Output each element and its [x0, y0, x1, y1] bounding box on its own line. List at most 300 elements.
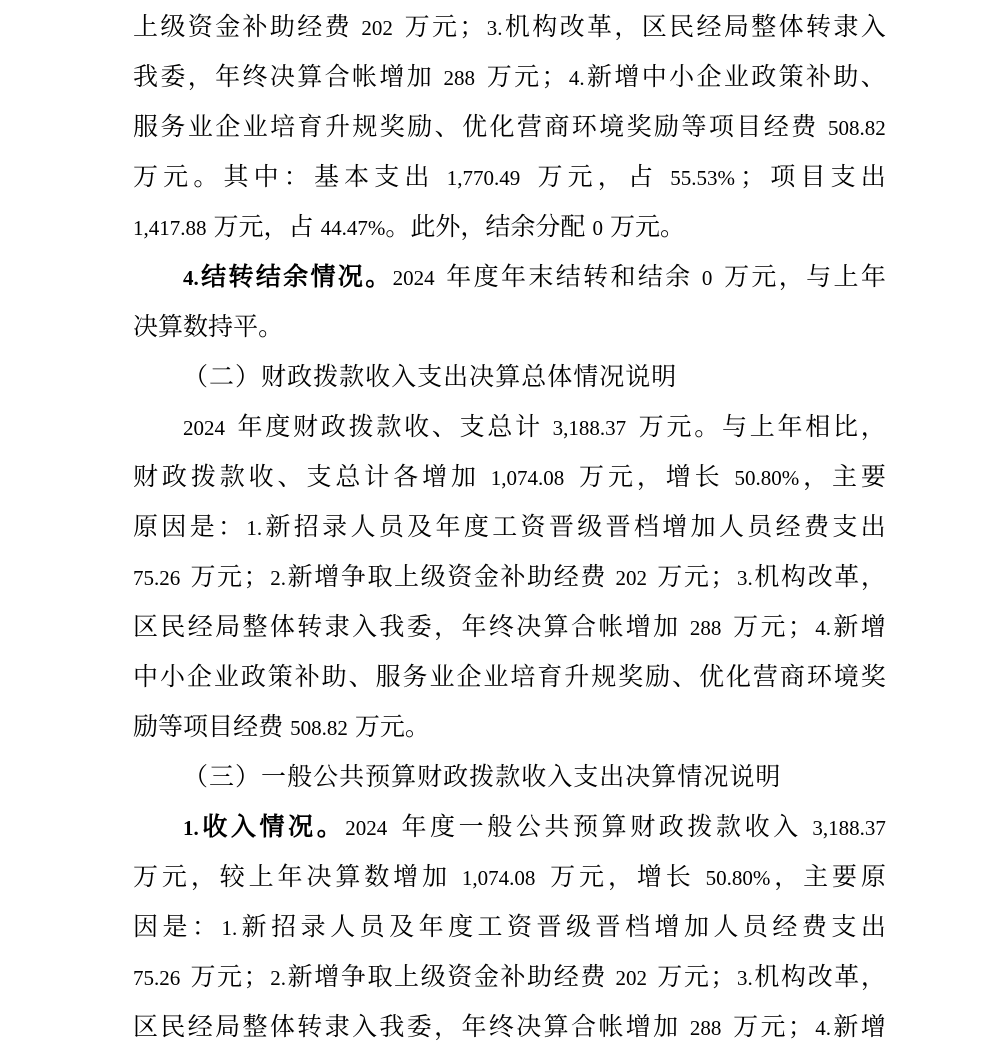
text-token: 资: [447, 964, 473, 991]
text-token: 入: [352, 614, 378, 641]
text-token: 体: [778, 14, 804, 41]
text-token: 计: [515, 414, 541, 441]
text-token: 末: [528, 264, 554, 291]
text-token: 结: [201, 264, 227, 291]
text-token: 情: [259, 814, 285, 841]
text-token: 民: [160, 614, 186, 641]
text-token: 上: [133, 14, 159, 41]
text-token: 主: [803, 864, 829, 891]
text-token: 中: [133, 664, 159, 691]
text-token: 上: [248, 864, 274, 891]
text-token: 预: [573, 814, 599, 841]
text-token: 档: [633, 514, 659, 541]
text-token: 比: [833, 414, 859, 441]
text-token: 占: [288, 214, 314, 241]
text-token: 委: [406, 614, 432, 641]
text-token: 持: [208, 314, 234, 341]
text-token: 收: [404, 414, 430, 441]
text-token: 企: [456, 664, 482, 691]
text-token: 经: [775, 514, 801, 541]
text-token: 及: [389, 914, 415, 941]
text-token: 局: [215, 1014, 241, 1041]
text-token: 决: [133, 314, 159, 341]
text-token: 。: [404, 714, 430, 741]
text-token: 决: [516, 1014, 542, 1041]
text-token: 新: [833, 614, 859, 641]
text-token: 业: [483, 664, 509, 691]
text-token: 。: [316, 814, 342, 841]
text-token: 长: [665, 864, 691, 891]
text-token: ，: [860, 564, 886, 591]
text-token: 员: [359, 914, 385, 941]
text-token: 年: [777, 414, 803, 441]
text-token: 培: [510, 664, 536, 691]
text-token: 合: [324, 64, 350, 91]
text-token: 支: [831, 914, 857, 941]
text-line: [133, 253, 886, 303]
text-token: 万: [133, 864, 159, 891]
text-token: 助: [321, 664, 347, 691]
text-token: 出: [860, 514, 886, 541]
text-token: ，: [774, 864, 800, 891]
text-token: 50.80%: [734, 466, 800, 490]
text-token: 支: [306, 464, 332, 491]
text-token: 与: [721, 414, 747, 441]
text-token: 人: [718, 514, 744, 541]
text-token: 目: [800, 164, 826, 191]
text-token: 增: [860, 614, 886, 641]
text-token: 加: [690, 514, 716, 541]
text-token: 革: [834, 564, 860, 591]
text-token: 增: [654, 914, 680, 941]
text-token: 公: [515, 814, 541, 841]
text-token: ，: [187, 64, 213, 91]
text-token: 转: [297, 614, 323, 641]
text-token: 加: [653, 1014, 679, 1041]
text-token: 支: [417, 364, 444, 391]
text-line: [133, 203, 886, 253]
text-token: 奖: [379, 114, 405, 141]
text-token: 人: [330, 914, 356, 941]
text-token: ，: [614, 14, 640, 41]
text-token: 入: [773, 814, 799, 841]
text-token: 经: [187, 614, 213, 641]
text-token: 出: [860, 164, 886, 191]
text-token: 。: [258, 314, 284, 341]
text-token: 财: [417, 764, 444, 791]
text-token: 转: [805, 14, 831, 41]
text-token: 三: [209, 764, 236, 791]
text-token: 补: [294, 664, 320, 691]
text-token: 年: [215, 64, 241, 91]
text-token: 万: [486, 64, 512, 91]
text-token: 增: [393, 864, 419, 891]
text-token: 款: [715, 814, 741, 841]
text-token: 2024: [183, 416, 225, 440]
text-token: 因: [133, 914, 159, 941]
text-token: 余: [665, 264, 691, 291]
text-token: 境: [599, 114, 625, 141]
text-token: 44.47%: [320, 216, 386, 240]
text-token: 员: [742, 914, 768, 941]
text-token: 上: [394, 964, 420, 991]
text-token: 增: [625, 614, 651, 641]
text-token: 小: [159, 664, 185, 691]
text-token: ，: [607, 864, 633, 891]
text-token: 等: [158, 714, 184, 741]
text-token: 奖: [618, 664, 644, 691]
text-token: 经: [297, 14, 323, 41]
text-token: 务: [402, 664, 428, 691]
text-token: 0: [592, 216, 603, 240]
text-token: 招: [271, 914, 297, 941]
text-token: 构: [780, 564, 806, 591]
text-token: 经: [553, 564, 579, 591]
text-line: [133, 103, 886, 153]
text-token: 款: [376, 414, 402, 441]
text-token: 优: [462, 114, 488, 141]
text-token: 公: [313, 764, 340, 791]
text-token: 情: [677, 764, 704, 791]
text-token: 出: [404, 164, 430, 191]
text-token: 结: [485, 214, 511, 241]
text-token: 级: [577, 514, 603, 541]
text-token: 支: [573, 764, 600, 791]
text-token: 化: [489, 114, 515, 141]
text-token: 政: [443, 764, 470, 791]
text-token: 经: [187, 1014, 213, 1041]
text-token: 帐: [598, 614, 624, 641]
text-token: 费: [324, 14, 350, 41]
text-token: 数: [364, 864, 390, 891]
text-token: 服: [133, 114, 159, 141]
text-token: 资: [187, 14, 213, 41]
text-token: 规: [352, 114, 378, 141]
text-token: 万: [733, 1014, 759, 1041]
text-token: 元: [666, 414, 692, 441]
text-token: ，: [263, 214, 289, 241]
text-token: 合: [571, 614, 597, 641]
text-token: 年: [461, 1014, 487, 1041]
text-token: 出: [599, 764, 626, 791]
text-token: 级: [160, 14, 186, 41]
text-token: 培: [270, 114, 296, 141]
text-token: 算: [651, 764, 678, 791]
text-token: 金: [473, 564, 499, 591]
text-token: 算: [297, 64, 323, 91]
text-token: 体: [269, 1014, 295, 1041]
text-token: 企: [696, 64, 722, 91]
text-token: 、: [348, 664, 374, 691]
text-line: [133, 653, 886, 703]
text-token: 万: [638, 414, 664, 441]
text-token: 争: [340, 564, 366, 591]
text-token: 上: [833, 264, 859, 291]
text-token: 业: [429, 664, 455, 691]
text-token: 收: [365, 364, 392, 391]
text-token: 励: [645, 664, 671, 691]
text-token: 财: [261, 364, 288, 391]
text-token: 终: [242, 64, 268, 91]
text-token: 构: [780, 964, 806, 991]
text-token: 总: [487, 414, 513, 441]
text-line: [133, 453, 886, 503]
text-token: 万: [404, 14, 430, 41]
text-token: 商: [779, 664, 805, 691]
text-token: 288: [689, 1016, 722, 1040]
text-token: 万: [537, 164, 563, 191]
text-token: 度: [430, 814, 456, 841]
text-token: 资: [520, 514, 546, 541]
document-text-block: [133, 3, 886, 1053]
text-token: 增: [314, 564, 340, 591]
text-token: 入: [391, 364, 418, 391]
text-token: 3.: [737, 966, 753, 990]
text-token: 总: [521, 364, 548, 391]
text-token: 目: [736, 114, 762, 141]
text-token: 收: [744, 814, 770, 841]
text-token: ；: [710, 964, 736, 991]
text-token: 万: [579, 464, 605, 491]
text-token: 业: [187, 114, 213, 141]
text-token: 晋: [595, 914, 621, 941]
text-token: 因: [161, 514, 187, 541]
text-token: 员: [747, 514, 773, 541]
text-token: 民: [669, 14, 695, 41]
text-token: 级: [566, 914, 592, 941]
text-token: 支: [830, 164, 856, 191]
text-token: 隶: [324, 1014, 350, 1041]
text-token: 补: [805, 64, 831, 91]
text-token: 款: [219, 464, 245, 491]
text-token: 费: [580, 964, 606, 991]
text-token: 要: [832, 864, 858, 891]
text-token: 政: [287, 364, 314, 391]
text-token: 万: [657, 564, 683, 591]
text-token: 一: [458, 814, 484, 841]
text-token: 政: [751, 64, 777, 91]
text-token: 4.: [183, 266, 199, 290]
text-line: [133, 3, 886, 53]
text-token: 1,417.88: [133, 216, 207, 240]
section-heading: [133, 353, 886, 403]
text-token: 般: [287, 764, 314, 791]
text-token: 改: [559, 14, 585, 41]
text-token: 万: [190, 964, 216, 991]
text-token: 加: [683, 914, 709, 941]
text-token: 结: [255, 264, 281, 291]
text-token: 基: [313, 164, 339, 191]
text-token: 隶: [324, 614, 350, 641]
text-token: 等: [681, 114, 707, 141]
text-token: 出: [860, 914, 886, 941]
text-token: 化: [725, 664, 751, 691]
text-token: 小: [669, 64, 695, 91]
text-line: [133, 153, 886, 203]
text-token: 般: [487, 814, 513, 841]
text-token: 1.: [246, 516, 263, 540]
text-token: 规: [591, 664, 617, 691]
text-token: 明: [755, 764, 782, 791]
text-token: 万: [724, 264, 750, 291]
text-token: 说: [729, 764, 756, 791]
text-token: 补: [500, 564, 526, 591]
text-token: 经: [233, 714, 259, 741]
text-token: 升: [564, 664, 590, 691]
text-token: ，: [460, 214, 486, 241]
text-token: 万: [213, 214, 239, 241]
text-token: 算: [391, 764, 418, 791]
text-token: 委: [406, 1014, 432, 1041]
text-token: 元: [607, 464, 633, 491]
text-line: [133, 703, 886, 753]
text-token: 升: [324, 114, 350, 141]
text-token: 区: [641, 14, 667, 41]
text-token: 1,074.08: [490, 466, 565, 490]
text-token: 商: [544, 114, 570, 141]
text-token: 费: [791, 114, 817, 141]
text-token: 年: [446, 264, 472, 291]
text-token: 是: [162, 914, 188, 941]
text-token: 元: [579, 864, 605, 891]
text-token: 年: [401, 814, 427, 841]
text-token: 财: [133, 464, 159, 491]
text-token: 业: [213, 664, 239, 691]
text-token: 元: [683, 964, 709, 991]
text-token: 励: [133, 714, 159, 741]
text-token: 4.: [815, 1016, 831, 1040]
text-token: 工: [492, 514, 518, 541]
text-token: 1.: [183, 816, 199, 840]
text-token: 整: [751, 14, 777, 41]
text-token: 75.26: [133, 966, 181, 990]
text-line: [133, 903, 886, 953]
text-token: 体: [547, 364, 574, 391]
text-token: 平: [233, 314, 259, 341]
text-token: 入: [860, 14, 886, 41]
text-token: 度: [473, 264, 499, 291]
text-token: 助: [527, 564, 553, 591]
text-token: 说: [625, 364, 652, 391]
text-token: ；: [710, 564, 736, 591]
text-token: 改: [807, 964, 833, 991]
text-token: 励: [407, 114, 433, 141]
text-token: 决: [516, 614, 542, 641]
text-token: 入: [352, 1014, 378, 1041]
text-token: 务: [160, 114, 186, 141]
text-token: 3.: [737, 566, 753, 590]
text-line: [133, 803, 886, 853]
text-token: 增: [422, 464, 448, 491]
text-token: 508.82: [290, 716, 348, 740]
text-token: 508.82: [827, 116, 886, 140]
text-token: 元: [760, 1014, 786, 1041]
text-token: 中: [641, 64, 667, 91]
text-token: 占: [627, 164, 653, 191]
text-token: ，: [860, 414, 886, 441]
text-token: 。: [193, 164, 219, 191]
text-token: 元: [760, 614, 786, 641]
text-token: 元: [379, 714, 405, 741]
text-token: 288: [689, 616, 722, 640]
text-token: 预: [365, 764, 392, 791]
text-token: 机: [754, 964, 780, 991]
text-token: 业: [723, 64, 749, 91]
text-token: 转: [297, 1014, 323, 1041]
text-token: 主: [832, 464, 858, 491]
text-token: 上: [749, 414, 775, 441]
text-token: 我: [379, 1014, 405, 1041]
text-token: 目: [208, 714, 234, 741]
text-token: 出: [443, 364, 470, 391]
text-token: ；: [740, 164, 766, 191]
text-token: 奖: [860, 664, 886, 691]
text-token: 元: [683, 564, 709, 591]
text-token: 3,188.37: [812, 816, 886, 840]
text-line: [133, 503, 886, 553]
text-token: 决: [469, 364, 496, 391]
text-token: 革: [586, 14, 612, 41]
text-token: 、: [860, 64, 886, 91]
text-token: 取: [367, 564, 393, 591]
text-token: 策: [778, 64, 804, 91]
text-token: 机: [754, 564, 780, 591]
text-token: 金: [473, 964, 499, 991]
text-token: ，: [434, 614, 460, 641]
text-token: 万: [609, 214, 635, 241]
text-token: 元: [567, 164, 593, 191]
text-token: 新: [586, 64, 612, 91]
text-token: 转: [228, 264, 254, 291]
text-token: 202: [615, 566, 648, 590]
text-token: 长: [694, 464, 720, 491]
text-token: 、: [434, 114, 460, 141]
text-token: 况: [599, 364, 626, 391]
text-token: 元: [238, 214, 264, 241]
text-token: 争: [340, 964, 366, 991]
text-token: 项: [708, 114, 734, 141]
text-token: 金: [215, 14, 241, 41]
text-token: 业: [242, 114, 268, 141]
text-token: 决: [625, 764, 652, 791]
text-token: 人: [350, 514, 376, 541]
text-token: 况: [337, 264, 363, 291]
text-line: [133, 1003, 886, 1053]
text-token: 增: [662, 514, 688, 541]
text-token: 况: [288, 814, 314, 841]
text-token: ；: [787, 614, 813, 641]
text-token: 育: [297, 114, 323, 141]
text-token: 算: [158, 314, 184, 341]
text-token: 经: [553, 964, 579, 991]
text-token: 结: [555, 264, 581, 291]
text-token: 加: [406, 64, 432, 91]
text-token: 度: [448, 914, 474, 941]
text-token: ；: [243, 964, 269, 991]
text-token: 转: [583, 264, 609, 291]
text-token: 新: [287, 564, 313, 591]
text-token: 上: [394, 564, 420, 591]
text-token: 拨: [687, 814, 713, 841]
text-token: 原: [860, 864, 886, 891]
text-token: 助: [269, 14, 295, 41]
text-token: 原: [133, 514, 159, 541]
text-token: 增: [614, 64, 640, 91]
section-heading: [133, 753, 886, 803]
text-token: 较: [219, 864, 245, 891]
text-token: 一: [261, 764, 288, 791]
text-token: 局: [215, 614, 241, 641]
